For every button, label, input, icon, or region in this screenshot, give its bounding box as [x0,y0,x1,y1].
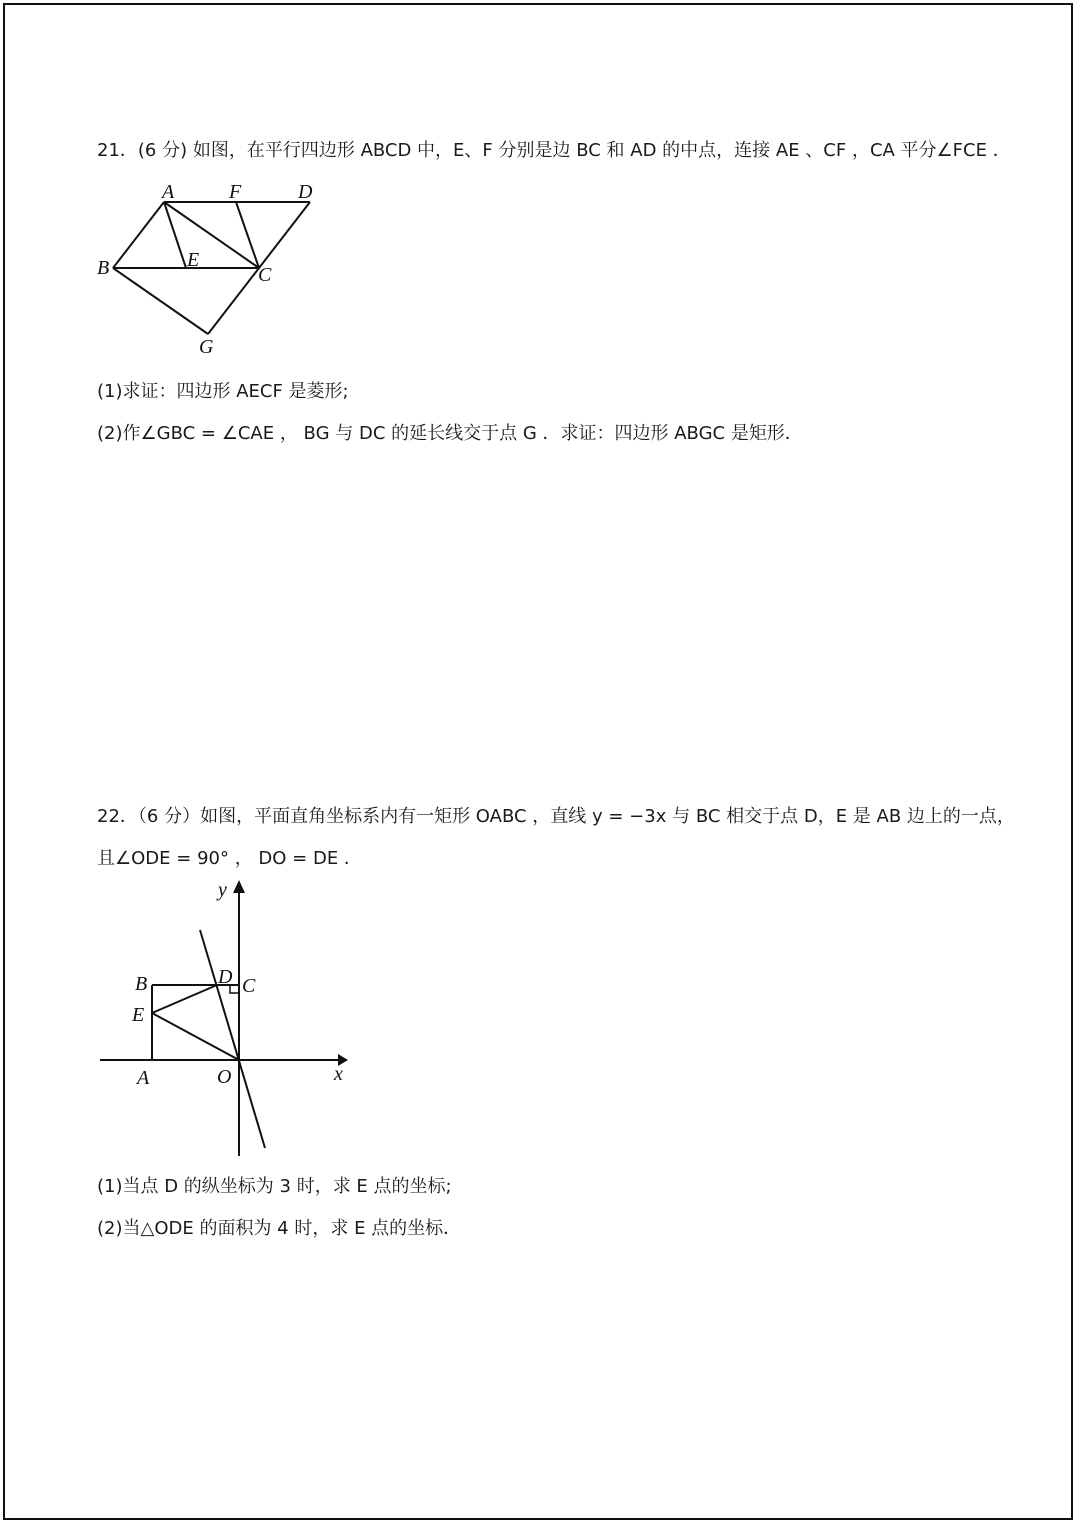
label-D: D [218,966,233,988]
segment-ED [152,985,217,1013]
label-D: D [298,181,313,203]
label-E: E [187,249,200,271]
label-F: F [229,181,242,203]
segment-AE [164,202,186,268]
q21-part2: (2)作∠GBC = ∠CAE ， BG 与 DC 的延长线交于点 G ．求证：四边形 ABGC 是矩形． [97,423,803,444]
segment-AB [113,202,164,268]
q22-part1: (1)当点 D 的纵坐标为 3 时，求 E 点的坐标; [97,1176,452,1197]
label-A: A [162,181,175,203]
label-x: x [334,1063,343,1085]
q22-stem-line1: 22．（6 分）如图，平面直角坐标系内有一矩形 OABC ，直线 y = −3x 与 BC 相交于点 D，E 是 AB 边上的一点， [97,806,1015,827]
q22-figure [95,875,360,1160]
label-G: G [199,336,214,358]
q21-stem: 21．(6 分) 如图，在平行四边形 ABCD 中，E、F 分别是边 BC 和 AD 的中点，连接 AE 、CF ，CA 平分∠FCE ． [97,140,1011,161]
q22-stem-line2: 且∠ODE = 90° ， DO = DE ． [97,848,362,869]
segment-AC [164,202,259,268]
label-A: A [137,1067,150,1089]
segment-FC [236,202,259,268]
q22-part2: (2)当△ODE 的面积为 4 时，求 E 点的坐标． [97,1218,462,1239]
label-E: E [132,1004,145,1026]
label-C: C [242,975,256,997]
label-C: C [258,264,272,286]
line-y-eq-neg3x [200,930,265,1148]
label-O: O [217,1066,232,1088]
q21-figure [90,178,330,360]
label-B: B [135,973,148,995]
label-y: y [218,879,227,901]
y-axis-arrow [233,880,245,893]
label-B: B [97,257,110,279]
q21-part1: (1)求证：四边形 AECF 是菱形; [97,381,349,402]
segment-BG [113,268,208,334]
